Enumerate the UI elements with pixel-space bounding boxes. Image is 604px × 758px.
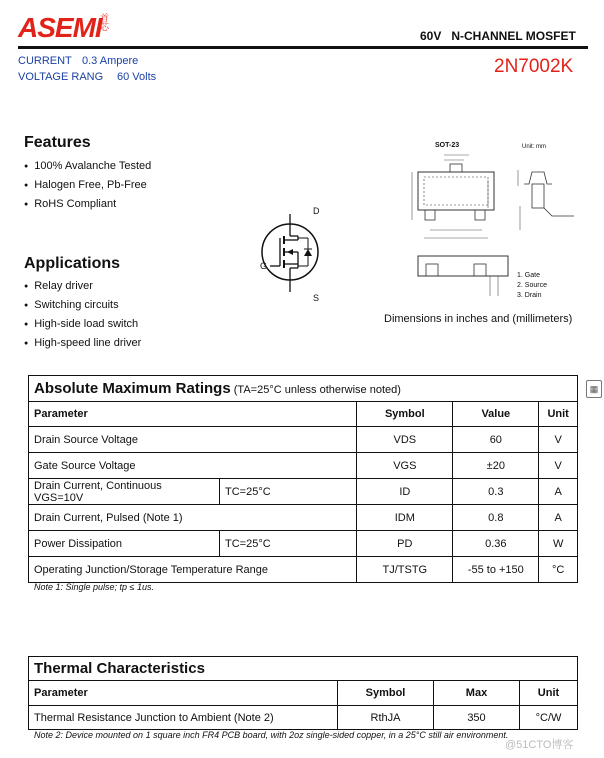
symbol-cell: TJ/TSTG (357, 557, 453, 583)
unit-cell: W (539, 531, 578, 557)
thermal-title-cell (29, 657, 578, 681)
param-cell: Drain Current, Pulsed (Note 1) (29, 505, 357, 531)
pin-legend (517, 271, 547, 301)
col-header-parameter: Parameter (29, 681, 338, 706)
value-cell: 350 (434, 706, 520, 730)
gate-pin-label: G (260, 261, 268, 271)
col-header-parameter: Parameter (29, 402, 357, 427)
symbol-cell: RthJA (338, 706, 434, 730)
drain-pin-label: D (313, 206, 320, 216)
unit-cell: A (539, 479, 578, 505)
package-label: SOT-23 (435, 142, 460, 149)
logo-chinese-text: 首芯 (100, 13, 110, 32)
param-cell: Drain Current, Continuous VGS=10V (29, 479, 220, 505)
table-row (29, 557, 578, 583)
col-header-value: Value (453, 402, 539, 427)
unit-cell: °C (539, 557, 578, 583)
voltage-value: 60 Volts (117, 71, 157, 83)
feature-item: ● 100% Avalanche Tested (24, 157, 151, 176)
table-row (29, 479, 578, 505)
features-title: Features (24, 134, 91, 151)
application-item: ● High-speed line driver (24, 334, 141, 353)
pin-legend-item: 3. Drain (517, 292, 542, 299)
device-type: 60V N-CHANNEL MOSFET (420, 29, 576, 43)
abs-max-note: Note 1: Single pulse; tp ≤ 1us. (34, 582, 155, 592)
abs-max-title-cell (29, 376, 578, 402)
unit-cell: V (539, 453, 578, 479)
col-header-max: Max (434, 681, 520, 706)
param-cell: Gate Source Voltage (29, 453, 357, 479)
unit-label: Unit: mm (522, 144, 546, 150)
applications-list (24, 277, 141, 353)
param-cell: Operating Junction/Storage Temperature Range (29, 557, 357, 583)
pin-legend-item: 1. Gate (517, 272, 540, 279)
table-row (29, 505, 578, 531)
application-item: ● High-side load switch (24, 315, 141, 334)
package-outline-drawing (404, 150, 594, 310)
col-header-unit: Unit (539, 402, 578, 427)
header-rule (18, 46, 588, 49)
condition-cell: TC=25°C (220, 531, 357, 557)
features-list (24, 157, 151, 214)
watermark: @51CTO博客 (505, 739, 574, 751)
pin-legend-item: 2. Source (517, 282, 547, 289)
symbol-cell: VDS (357, 427, 453, 453)
col-header-symbol: Symbol (357, 402, 453, 427)
thermal-note: Note 2: Device mounted on 1 square inch FR4 PCB board, with 2oz single-sided copper, in a 25°C still air environment. (34, 730, 509, 740)
unit-cell: A (539, 505, 578, 531)
feature-item: ● RoHS Compliant (24, 195, 151, 214)
application-item: ● Relay driver (24, 277, 141, 296)
param-cell: Power Dissipation (29, 531, 220, 557)
unit-cell: V (539, 427, 578, 453)
voltage-label: VOLTAGE RANG (18, 71, 104, 83)
asemi-logo: ASEMI (18, 12, 102, 43)
abs-max-title: Absolute Maximum Ratings (34, 380, 231, 397)
source-pin-label: S (313, 293, 320, 303)
symbol-cell: VGS (357, 453, 453, 479)
mosfet-symbol-icon (258, 204, 338, 304)
thermal-table (28, 656, 578, 730)
param-cell: Thermal Resistance Junction to Ambient (Note 2) (29, 706, 338, 730)
current-label: CURRENT (18, 55, 72, 67)
applications-title: Applications (24, 255, 121, 272)
value-cell: 0.36 (453, 531, 539, 557)
abs-max-table (28, 375, 578, 583)
symbol-cell: ID (357, 479, 453, 505)
table-row (29, 706, 578, 730)
dimensions-caption: Dimensions in inches and (millimeters) (384, 313, 573, 325)
value-cell: ±20 (453, 453, 539, 479)
value-cell: 60 (453, 427, 539, 453)
value-cell: -55 to +150 (453, 557, 539, 583)
unit-cell: °C/W (520, 706, 578, 730)
table-row (29, 453, 578, 479)
feature-item: ● Halogen Free, Pb-Free (24, 176, 151, 195)
param-cell: Drain Source Voltage (29, 427, 357, 453)
part-number: 2N7002K (494, 56, 574, 77)
current-value: 0.3 Ampere (82, 55, 139, 67)
condition-cell: TC=25°C (220, 479, 357, 505)
symbol-cell: PD (357, 531, 453, 557)
side-toolbar-icon[interactable]: ▦ (586, 380, 602, 398)
abs-max-condition: (TA=25°C unless otherwise noted) (233, 384, 401, 396)
value-cell: 0.8 (453, 505, 539, 531)
table-row (29, 531, 578, 557)
col-header-symbol: Symbol (338, 681, 434, 706)
col-header-unit: Unit (520, 681, 578, 706)
application-item: ● Switching circuits (24, 296, 141, 315)
symbol-cell: IDM (357, 505, 453, 531)
table-row (29, 427, 578, 453)
value-cell: 0.3 (453, 479, 539, 505)
thermal-title: Thermal Characteristics (34, 660, 205, 677)
